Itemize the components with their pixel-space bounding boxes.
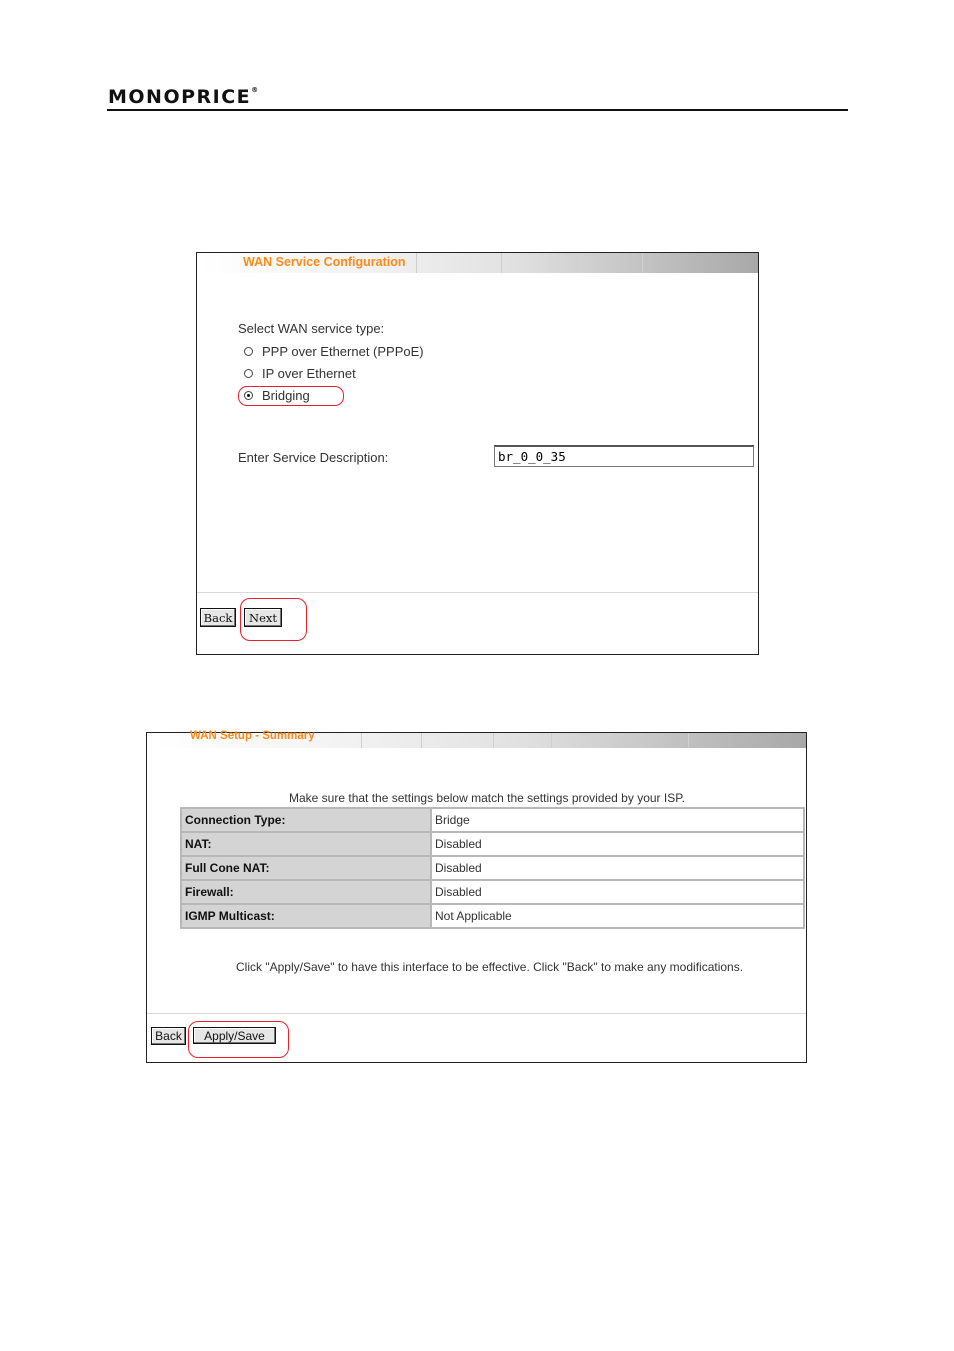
table-row — [182, 881, 803, 903]
titlebar-divider — [642, 253, 643, 273]
table-row — [182, 833, 803, 855]
radio-button[interactable] — [244, 347, 253, 356]
titlebar-divider — [577, 253, 578, 273]
monoprice-logo — [108, 86, 283, 108]
titlebar-divider — [688, 733, 689, 748]
titlebar-divider — [421, 733, 422, 748]
radio-button[interactable] — [244, 369, 253, 378]
back-button[interactable]: Back — [151, 1027, 186, 1045]
titlebar-divider — [501, 253, 502, 273]
summary-intro-text: Make sure that the settings below match the settings provided by your ISP. — [289, 791, 685, 805]
wan-service-config-panel — [196, 252, 759, 655]
radio-label: IP over Ethernet — [262, 365, 356, 381]
apply-save-highlight-outline — [188, 1021, 289, 1058]
panel-separator — [197, 592, 758, 593]
row-key: Full Cone NAT: — [182, 857, 430, 879]
next-highlight-outline — [240, 598, 307, 641]
titlebar-divider — [493, 733, 494, 748]
bridging-highlight-outline — [238, 386, 344, 406]
titlebar-divider — [551, 733, 552, 748]
radio-label: PPP over Ethernet (PPPoE) — [262, 343, 424, 359]
row-key: Firewall: — [182, 881, 430, 903]
panel-titlebar — [201, 253, 758, 273]
titlebar-divider — [416, 253, 417, 273]
titlebar-divider — [361, 733, 362, 748]
table-row — [182, 905, 803, 927]
header-divider — [107, 109, 848, 111]
radio-pppoe[interactable] — [244, 342, 424, 360]
row-value: Disabled — [432, 881, 803, 903]
registered-mark: ® — [251, 86, 259, 94]
apply-save-button[interactable]: Apply/Save — [193, 1027, 276, 1044]
row-key: NAT: — [182, 833, 430, 855]
table-row — [182, 857, 803, 879]
brand-name: MONOPRICE — [108, 86, 252, 108]
service-description-input[interactable] — [494, 445, 754, 467]
service-type-label: Select WAN service type: — [238, 321, 385, 336]
row-value: Not Applicable — [432, 905, 803, 927]
radio-label: Bridging — [262, 387, 310, 403]
row-value: Disabled — [432, 833, 803, 855]
back-button[interactable]: Back — [200, 608, 236, 627]
summary-footer-note: Click "Apply/Save" to have this interface to be effective. Click "Back" to make any modifications. — [236, 960, 744, 974]
row-key: IGMP Multicast: — [182, 905, 430, 927]
row-value: Disabled — [432, 857, 803, 879]
panel-title: WAN Service Configuration — [243, 255, 406, 269]
wan-setup-summary-panel — [146, 732, 807, 1063]
panel-titlebar — [155, 730, 806, 748]
panel-title: WAN Setup - Summary — [190, 730, 315, 742]
panel-separator — [147, 1013, 806, 1014]
row-key: Connection Type: — [182, 809, 430, 831]
radio-ipoe[interactable] — [244, 364, 356, 382]
row-value: Bridge — [432, 809, 803, 831]
service-description-label: Enter Service Description: — [238, 450, 389, 465]
table-row — [182, 809, 803, 831]
next-button[interactable]: Next — [244, 608, 282, 627]
summary-table — [180, 807, 805, 929]
